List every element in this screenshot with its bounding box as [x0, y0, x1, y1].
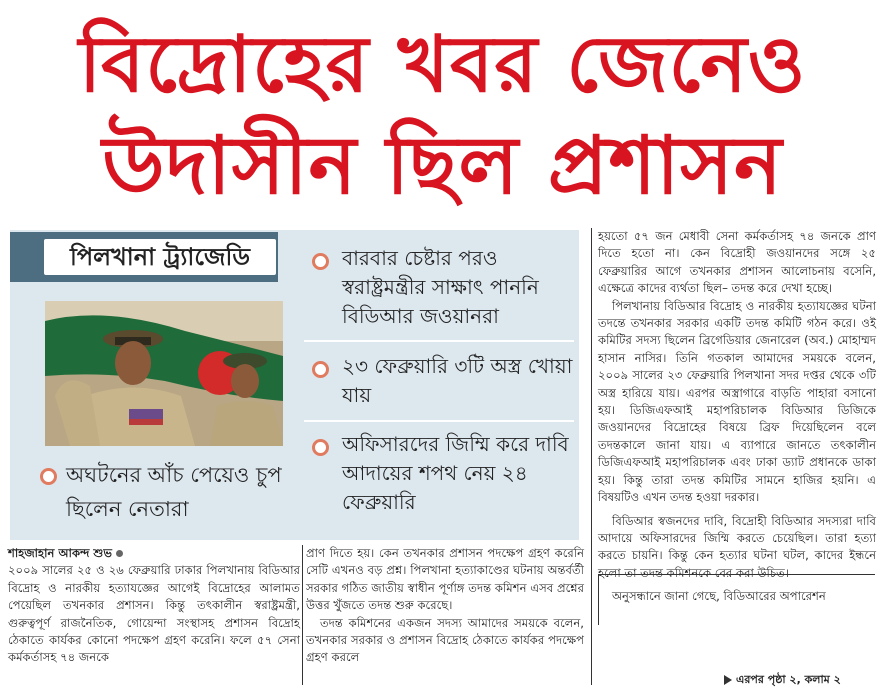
bullet-icon	[312, 361, 329, 378]
photo-caption	[36, 458, 286, 528]
article-paragraph: প্রাণ দিতে হয়। কেন তখনকার প্রশাসন পদক্ষেপ গ্রহণ করেনি সেটি এখনও বড় প্রশ্ন। পিলখানা হত্যাকাণ্ডের ঘটনায় অন্তর্বর্তী সরকার গঠিত জাতীয় স্বাধীন পূর্ণাঙ্গ তদন্ত কমিশন এসব প্রশ্নের উত্তর খুঁজতে তদন্ত শুরু করেছে।	[306, 546, 584, 613]
continued-label: এরপর পৃষ্ঠা ২, কলাম ২	[736, 673, 841, 686]
highlight-text: ২৩ ফেব্রুয়ারি ৩টি অস্ত্র খোয়া যায়	[342, 354, 573, 407]
divider	[304, 340, 574, 342]
news-photo	[45, 301, 283, 446]
headline-line-1: বিদ্রোহের খবর জেনেও	[78, 20, 807, 110]
divider	[304, 420, 574, 422]
bullet-icon	[312, 253, 329, 270]
article-paragraph: তদন্ত কমিশনের একজন সদস্য আমাদের সময়কে বলেন, তখনকার সরকার ও প্রশাসন বিদ্রোহ ঠেকাতে কার্যকর পদক্ষেপ গ্রহণ করলে	[306, 615, 584, 665]
bullet-icon	[40, 468, 57, 485]
article-paragraph: বিডিআর স্বজনদের দাবি, বিদ্রোহী বিডিআর সদস্যরা দাবি আদায়ে অফিসারদের জিম্মি করতে চেয়েছিল। তারা হত্যা করতে চায়নি। কিন্তু কেন হত্যার ঘটনা ঘটল, কাদের ইন্ধনে হলো তা তদন্ত কমিশনকে বের করা উচিত।	[598, 513, 876, 580]
boxed-paragraph-border	[598, 574, 875, 625]
highlight-text: বারবার চেষ্টার পরও স্বরাষ্ট্রমন্ত্রীর সাক্ষাৎ পাননি বিডিআর জওয়ানরা	[342, 246, 539, 328]
section-tag-label: পিলখানা ট্র্যাজেডি	[44, 239, 276, 275]
column-rule	[591, 228, 592, 685]
article-paragraph: হয়তো ৫৭ জন মেধাবী সেনা কর্মকর্তাসহ ৭৪ জনকে প্রাণ দিতে হতো না। কেন বিদ্রোহী জওয়ানদের সঙ্গে ২৫ ফেব্রুয়ারির আগে তখনকার প্রশাসন আলোচনায় বসেনি, এক্ষেত্রে কাদের ব্যর্থতা ছিল– তদন্ত করে দেখা হচ্ছে।	[598, 229, 876, 296]
bullet-icon	[312, 439, 329, 456]
highlight-text: অফিসারদের জিম্মি করে দাবি আদায়ের শপথ নেয় ২৪ ফেব্রুয়ারি	[342, 432, 569, 514]
headline-line-2: উদাসীন ছিল প্রশাসন	[102, 119, 783, 212]
article-paragraph: অনুসন্ধানে জানা গেছে, বিডিআরের অপারেশন	[612, 589, 826, 604]
photo-caption-text: অঘটনের আঁচ পেয়েও চুপ ছিলেন নেতারা	[66, 463, 282, 521]
headline	[0, 0, 885, 228]
arrow-icon	[724, 675, 732, 685]
highlight-point	[312, 430, 574, 520]
article-paragraph: পিলখানায় বিডিআর বিদ্রোহ ও নারকীয় হত্যাযজ্ঞের ঘটনা তদন্তে তখনকার সরকার একটি তদন্ত কমিটি গঠন করে। ওই কমিটির সদস্য ছিলেন ব্রিগেডিয়ার জেনারেল (অব.) মোহাম্মদ হাসান নাসির। তিনি গতকাল আমাদের সময়কে বলেন, ২০০৯ সালের ২৩ ফেব্রুয়ারি পিলখানা সদর দপ্তর থেকে ৩টি অস্ত্র হারিয়ে যায়। এরপর অস্ত্রাগারে বাড়তি পাহারা বসানো হয়। ডিজিএফআই মহাপরিচালক বিডিআর ডিজিকে জওয়ানদের বিদ্রোহের বিষয়ে ব্রিফ দিয়েছিলেন বলে তদন্তকালে জানা যায়। এ ব্যাপারে জানতে তৎকালীন ডিজিএফআই মহাপরিচালক এবং ঢাকা ড্যাট প্রধানকে ডাকা হয়। কিন্তু তারা তদন্ত কমিটির সামনে হাজির হয়নি। এ বিষয়টিও এখন তদন্ত হওয়া দরকার।	[598, 298, 876, 505]
section-tag	[10, 232, 278, 282]
article-column-3	[598, 228, 876, 606]
article-column-1	[8, 545, 300, 667]
continued-note	[724, 671, 841, 690]
highlight-point	[312, 352, 574, 414]
byline-dot-icon	[116, 550, 123, 557]
column-rule	[302, 545, 303, 685]
article-paragraph: ২০০৯ সালের ২৫ ও ২৬ ফেব্রুয়ারি ঢাকার পিলখানায় বিডিআর বিদ্রোহ ও নারকীয় হত্যাযজ্ঞের আগেই বিদ্রোহের আলামত পেয়েছিল তখনকার প্রশাসন। কিন্তু তৎকালীন স্বরাষ্ট্রমন্ত্রী, গুরুত্বপূর্ণ রাজনৈতিক, গোয়েন্দা সংস্থাসহ প্রশাসন বিদ্রোহ ঠেকাতে কার্যকর কোনো পদক্ষেপ গ্রহণ করেনি। ফলে ৫৭ সেনা কর্মকর্তাসহ ৭৪ জনকে	[8, 563, 300, 665]
byline: শাহজাহান আকন্দ শুভ	[8, 546, 113, 560]
highlight-point	[312, 244, 574, 334]
article-column-2	[306, 545, 584, 667]
